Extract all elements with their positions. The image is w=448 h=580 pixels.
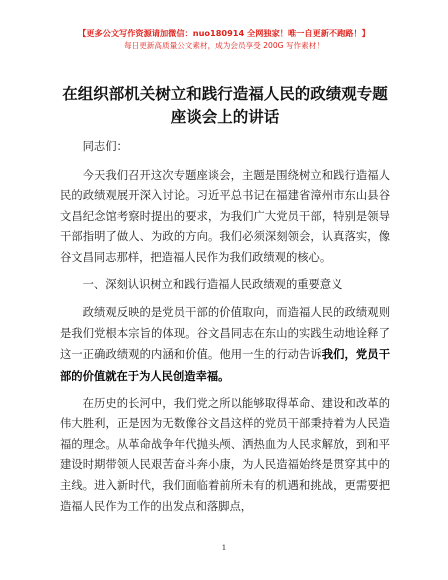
paragraph-history: 在历史的长河中，我们党之所以能够取得革命、建设和改革的伟大胜利，正是因为无数像谷文昌这样的党员干部秉持着为人民造福的理念。从革命战争年代抛头颅、洒热血为人民求解放，到和平建设时期带领人民艰苦奋斗奔小康，为人民造福始终是贯穿其中的主线。进入新时代，我们面临着前所未有的机遇和挑战，更需要把造福人民作为工作的出发点和落脚点， <box>60 396 390 513</box>
promo-banner-line1: 【更多公文写作资源请加微信：nuo180914 全网独家！唯一自更新不跑路！】 <box>78 28 370 38</box>
paragraph-significance-emphasis: 我们，党员干部的价值就在于为人民创造幸福。 <box>60 347 390 383</box>
section-heading-1: 一、深刻认识树立和践行造福人民政绩观的重要意义 <box>82 277 343 291</box>
document-body <box>60 137 390 523</box>
greeting: 同志们： <box>82 140 128 153</box>
promo-banner-line2: 每日更新高质量公文素材，成为会员享受 200G 写作素材！ <box>124 41 324 50</box>
document-title: 在组织部机关树立和践行造福人民的政绩观专题座谈会上的讲话 <box>62 84 388 126</box>
promo-banner <box>0 28 448 51</box>
paragraph-significance <box>60 303 390 387</box>
page-number: 1 <box>221 543 227 552</box>
paragraph-intro: 今天我们召开这次专题座谈会，主题是围绕树立和践行造福人民的政绩观展开深入讨论。习近平总书记在福建省漳州市东山县谷文昌纪念馆考察时提出的要求，为我们广大党员干部，特别是领导干部指明了做人、为政的方向。我们必须深刻领会，认真落实，像谷文昌同志那样，把造福人民作为我们政绩观的核心。 <box>60 168 390 264</box>
paragraph-significance-text: 政绩观反映的是党员干部的价值取向，而造福人民的政绩观则是我们党根本宗旨的体现。谷文昌同志在东山的实践生动地诠释了这一正确政绩观的内涵和价值。他用一生的行动告诉 <box>60 306 390 362</box>
